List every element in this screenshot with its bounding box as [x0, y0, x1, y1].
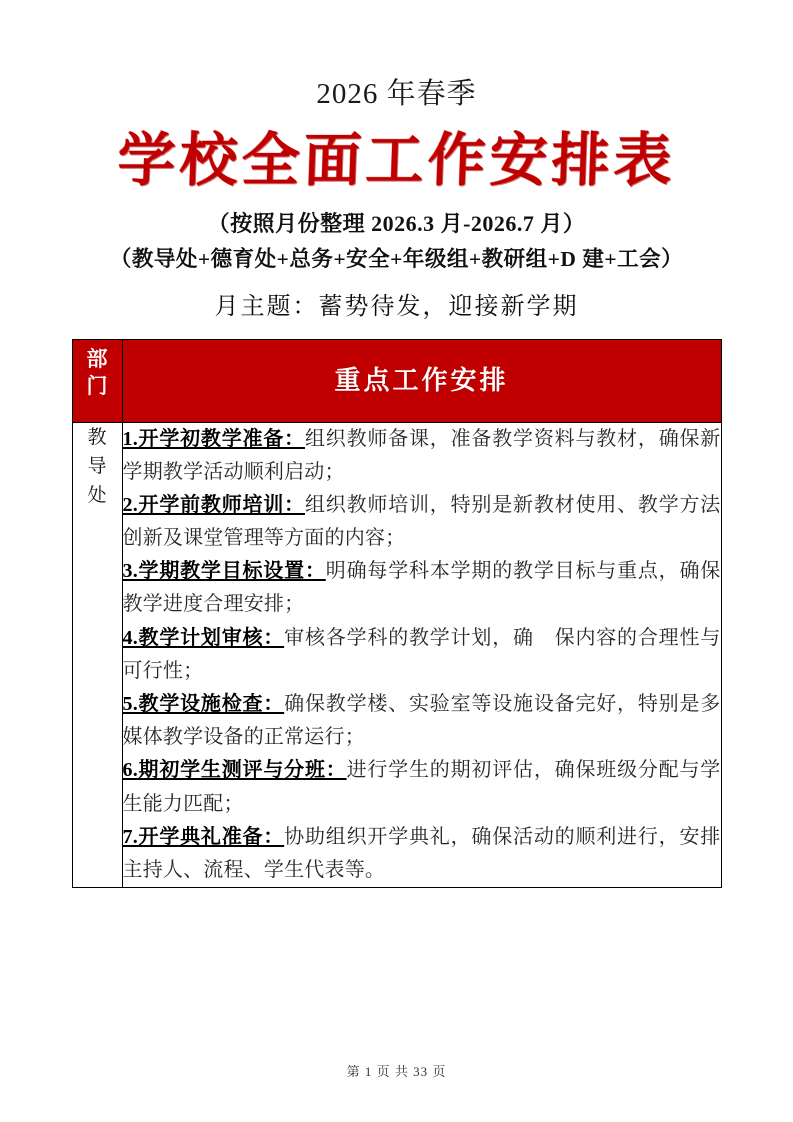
work-item-body: 明确每学科本学期的教学目标与重点，确保教学进度合理安排；: [122, 560, 721, 616]
work-item-lead: 6.期初学生测评与分班：: [122, 759, 347, 782]
column-header-department-label: 部门: [86, 346, 108, 399]
cell-work-items: [122, 422, 721, 888]
work-item: [123, 489, 721, 555]
column-header-main: [122, 339, 721, 422]
page-title: 学校全面工作安排表: [116, 126, 677, 195]
schedule-table-wrapper: [72, 339, 722, 889]
work-item: [123, 688, 721, 754]
table-body: [72, 422, 721, 888]
cell-department: [72, 422, 122, 888]
date-range-line: （按照月份整理 2026.3 月-2026.7 月）: [207, 211, 586, 237]
department-name: 教导处: [87, 426, 107, 507]
work-item: [123, 821, 721, 887]
column-header-department: [72, 339, 122, 422]
work-item: [123, 423, 721, 489]
page-footer: [0, 1061, 793, 1080]
work-item: [123, 754, 721, 820]
work-item-lead: 4.教学计划审核：: [122, 626, 285, 649]
document-header: [0, 0, 793, 321]
work-item-lead: 5.教学设施检查：: [122, 693, 285, 716]
work-item-list: [123, 423, 721, 888]
work-item-body: 进行学生的期初评估，确保班级分配与学生能力匹配；: [122, 759, 721, 815]
work-item-body: 审核各学科的教学计划，确 保内容的合理性与可行性；: [122, 626, 721, 682]
work-item-body: 组织教师备课，准备教学资料与教材，确保新学期教学活动顺利启动；: [122, 427, 721, 483]
table-row: [72, 422, 721, 888]
table-header-row: [72, 339, 721, 422]
year-line: 2026 年春季: [316, 78, 477, 110]
work-item-lead: 3.学期教学目标设置：: [122, 560, 326, 583]
work-item-body: 确保教学楼、实验室等设施设备完好，特别是多媒体教学设备的正常运行；: [122, 693, 721, 749]
month-theme-line: 月主题：蓄势待发，迎接新学期: [214, 293, 579, 320]
departments-line: （教导处+德育处+总务+安全+年级组+教研组+D 建+工会）: [109, 247, 684, 272]
table-head: [72, 339, 721, 422]
page-number-label: 第 1 页 共 33 页: [346, 1064, 447, 1079]
work-item-body: 协助组织开学典礼，确保活动的顺利进行，安排主持人、流程、学生代表等。: [122, 825, 721, 881]
work-item-lead: 2.开学前教师培训：: [122, 493, 305, 516]
work-item-lead: 1.开学初教学准备：: [122, 427, 305, 450]
work-item-lead: 7.开学典礼准备：: [122, 825, 285, 848]
schedule-table: [72, 339, 722, 889]
column-header-main-label: 重点工作安排: [334, 365, 509, 396]
work-item-body: 组织教师培训，特别是新教材使用、教学方法创新及课堂管理等方面的内容；: [122, 493, 721, 550]
work-item: [123, 622, 721, 688]
work-item: [123, 555, 721, 621]
